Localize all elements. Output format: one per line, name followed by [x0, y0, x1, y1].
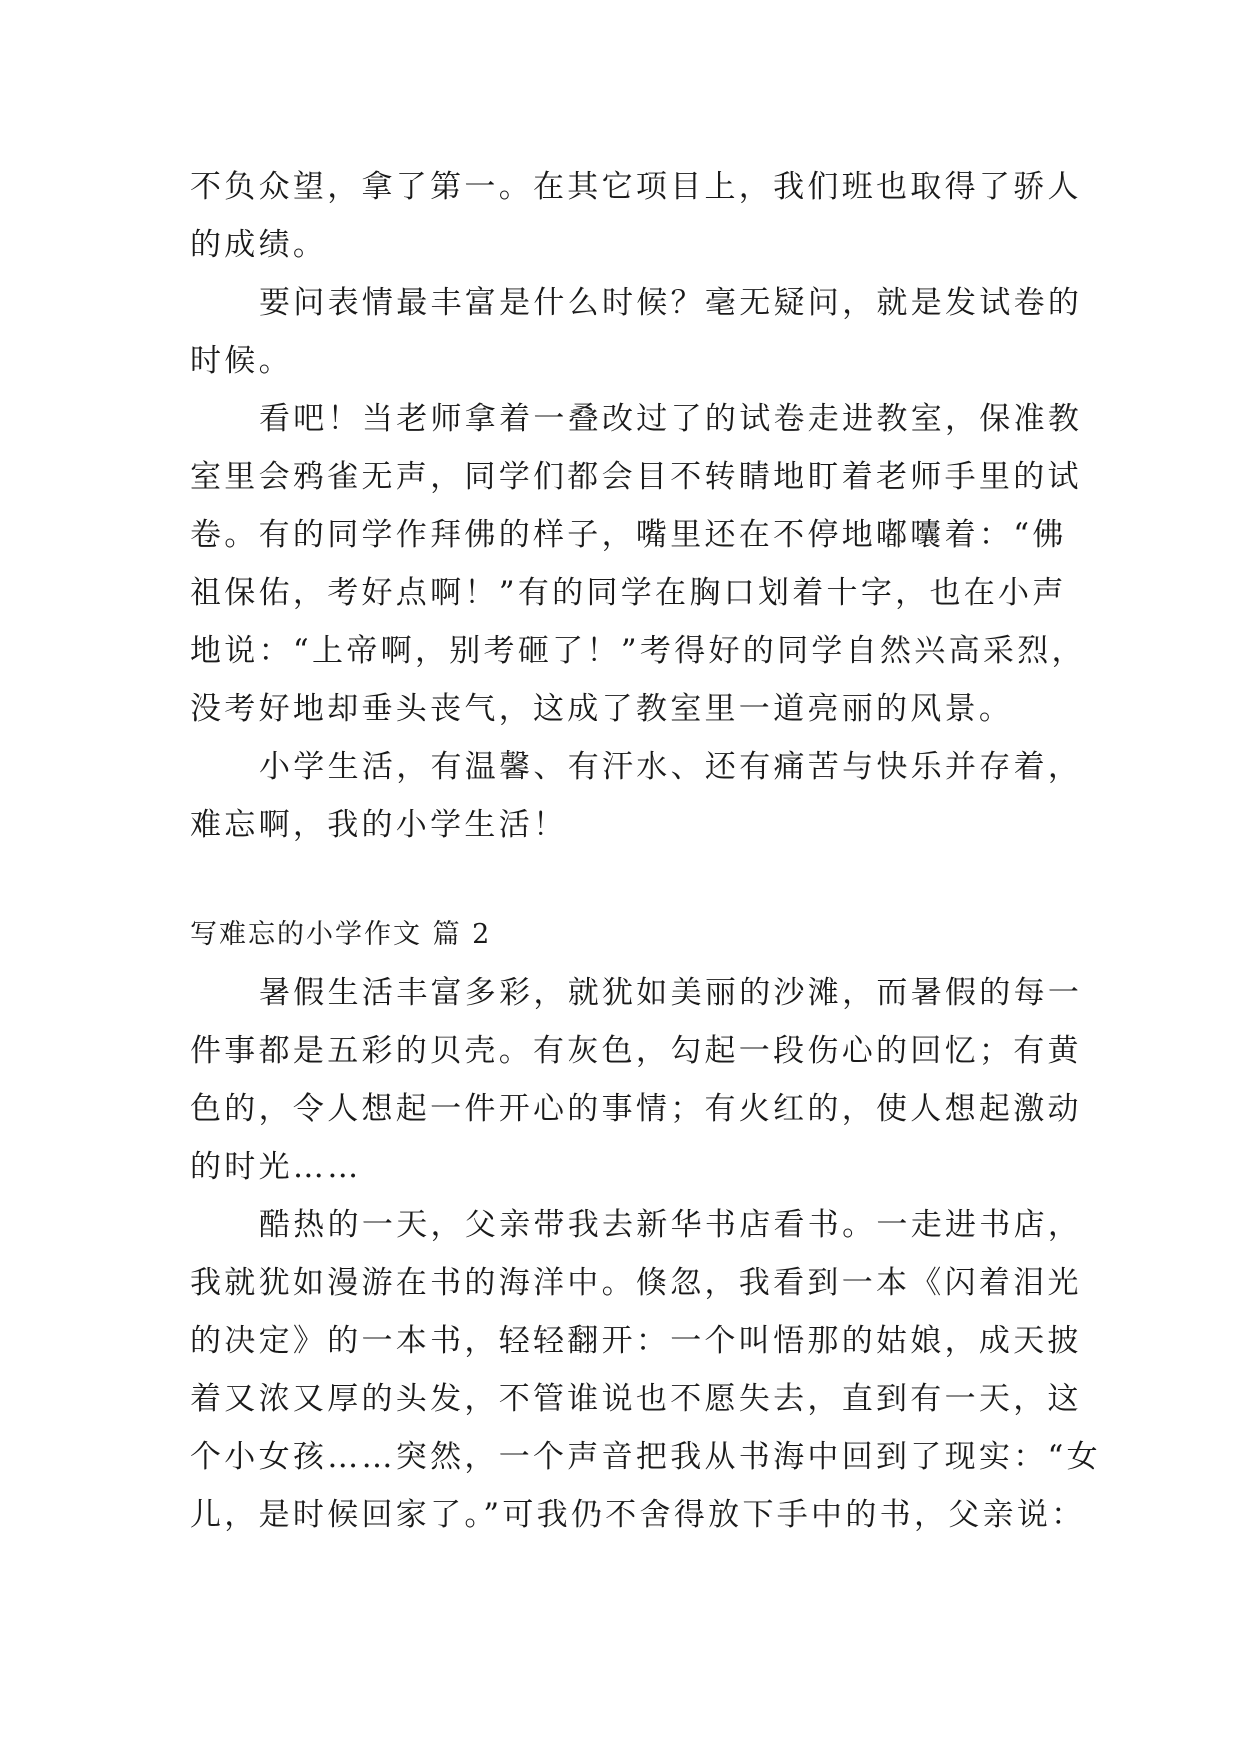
paragraph: [190, 738, 1083, 854]
text-line: 小学生活，有温馨、有汗水、还有痛苦与快乐并存着，: [259, 749, 1083, 785]
paragraph: [190, 390, 1086, 738]
essay-body: [190, 158, 1101, 1544]
text-line: 色的，令人想起一件开心的事情；有火红的，使人想起激动: [190, 1091, 1082, 1127]
section-heading: 写难忘的小学作文 篇 2: [190, 919, 492, 950]
text-line: 祖保佑，考好点啊！”有的同学在胸口划着十字，也在小声: [190, 575, 1067, 611]
text-line: 卷。有的同学作拜佛的样子，嘴里还在不停地嘟囔着：“佛: [190, 517, 1067, 553]
paragraph: [190, 1196, 1101, 1544]
paragraph: [190, 158, 1082, 274]
text-line: 酷热的一天，父亲带我去新华书店看书。一走进书店，: [259, 1207, 1083, 1243]
text-line: 暑假生活丰富多彩，就犹如美丽的沙滩，而暑假的每一: [259, 975, 1083, 1011]
paragraph: [190, 274, 1083, 390]
text-line: 儿，是时候回家了。”可我仍不舍得放下手中的书，父亲说：: [190, 1497, 1086, 1533]
paragraph: [190, 964, 1083, 1196]
text-line: 室里会鸦雀无声，同学们都会目不转睛地盯着老师手里的试: [190, 459, 1082, 495]
text-line: 难忘啊，我的小学生活！: [190, 807, 568, 843]
text-line: 不负众望，拿了第一。在其它项目上，我们班也取得了骄人: [190, 169, 1082, 205]
text-line: 我就犹如漫游在书的海洋中。倏忽，我看到一本《闪着泪光: [190, 1265, 1082, 1301]
text-line: 没考好地却垂头丧气，这成了教室里一道亮丽的风景。: [190, 691, 1014, 727]
text-line: 的决定》的一本书，轻轻翻开：一个叫悟那的姑娘，成天披: [190, 1323, 1082, 1359]
text-line: 个小女孩……突然，一个声音把我从书海中回到了现实：“女: [190, 1439, 1101, 1475]
text-line: 要问表情最丰富是什么时候？毫无疑问，就是发试卷的: [259, 285, 1083, 321]
text-line: 看吧！当老师拿着一叠改过了的试卷走进教室，保准教: [259, 401, 1083, 437]
text-line: 的时光……: [190, 1149, 362, 1185]
text-line: 件事都是五彩的贝壳。有灰色，勾起一段伤心的回忆；有黄: [190, 1033, 1082, 1069]
text-line: 地说：“上帝啊，别考砸了！”考得好的同学自然兴高采烈，: [190, 633, 1086, 669]
text-line: 时候。: [190, 343, 293, 379]
text-line: 着又浓又厚的头发，不管谁说也不愿失去，直到有一天，这: [190, 1381, 1082, 1417]
text-line: 的成绩。: [190, 227, 328, 263]
